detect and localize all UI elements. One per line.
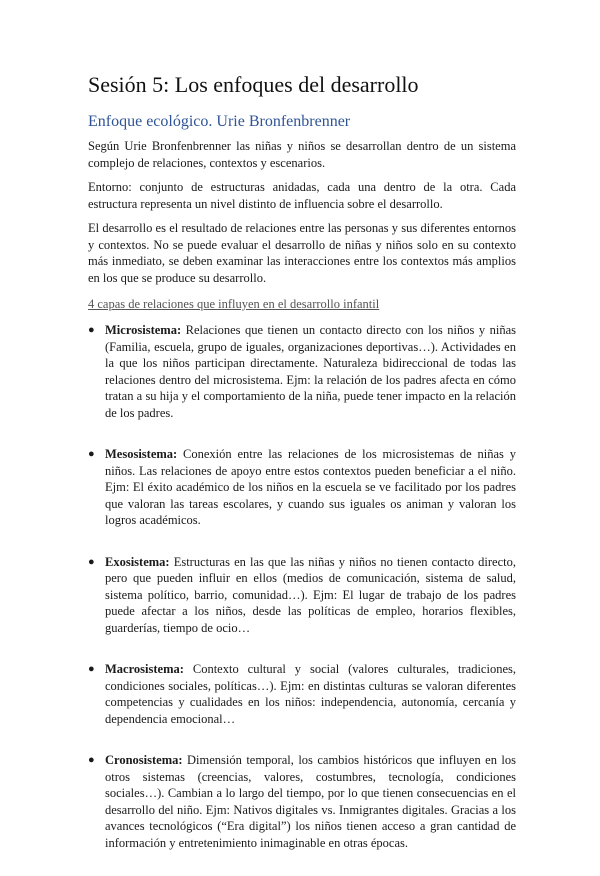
- bullet-icon: ●: [88, 663, 95, 675]
- bullet-icon: ●: [88, 555, 95, 568]
- list-item-microsistema: [88, 322, 516, 421]
- paragraph-desarrollo: El desarrollo es el resultado de relaciones entre las personas y sus diferentes entornos y contextos. No se puede evaluar el desarrollo de niñas y niños solo en su contexto más inmediato, se deben examinar las interacciones entre los contextos más amplios en los que se produce su desarrollo.: [88, 221, 516, 285]
- list-item-macrosistema: [88, 661, 516, 727]
- section-heading: Enfoque ecológico. Urie Bronfenbrenner: [88, 113, 351, 130]
- bullet-icon: ●: [88, 324, 95, 336]
- term-label: Microsistema:: [105, 323, 182, 337]
- list-item-exosistema: [88, 554, 516, 637]
- session-title: Sesión 5: Los enfoques del desarrollo: [88, 72, 419, 97]
- paragraph-entorno: Entorno: conjunto de estructuras anidadas, cada una dentro de la otra. Cada estructura representa un nivel distinto de influencia sobre el desarrollo.: [88, 180, 516, 211]
- term-label: Mesosistema:: [105, 447, 178, 461]
- term-description: Dimensión temporal, los cambios históricos que influyen en los otros sistemas (creencias, valores, costumbres, tecnología, condiciones sociales…). Cambian a lo largo del tiempo, por lo que tienen consecuencias en el desarrollo del niño. Ejm: Nativos digitales vs. Inmigrantes digitales. Gracias a los avances tecnológicos (“Era digital”) los niños tienen acceso a gran cantidad de información y entretenimiento inimaginable en otras épocas.: [105, 753, 516, 850]
- term-description: Contexto cultural y social (valores culturales, tradiciones, condiciones sociales, políticas…). Ejm: en distintas culturas se valoran diferentes competencias y cualidades en los niños: independencia, autonomía, cercanía y dependencia emocional…: [105, 662, 516, 726]
- bullet-icon: ●: [88, 754, 95, 766]
- layers-subheading: 4 capas de relaciones que influyen en el desarrollo infantil: [88, 297, 380, 311]
- term-description: Relaciones que tienen un contacto directo con los niños y niñas (Familia, escuela, grupo de iguales, organizaciones deportivas…). Actividades en la que los niños participan directamente. Naturaleza bidireccional de todas las relaciones dentro del microsistema. Ejm: la relación de los padres afecta en cómo tratan a su hija y el comportamiento de la niña, puede tener impacto en la relación de los padres.: [105, 323, 516, 420]
- list-item-cronosistema: [88, 752, 516, 851]
- document-page: [88, 72, 516, 876]
- paragraph-intro: Según Urie Bronfenbrenner las niñas y niños se desarrollan dentro de un sistema complejo de relaciones, contextos y escenarios.: [88, 139, 516, 170]
- layers-list: [88, 322, 516, 851]
- list-item-mesosistema: [88, 446, 516, 529]
- term-description: Conexión entre las relaciones de los microsistemas de niñas y niños. Las relaciones de apoyo entre estos contextos pueden beneficiar a el niño. Ejm: El éxito académico de los niños en la escuela se ve facilitado por los padres que valoran las tareas escolares, y cuando sus iguales os animan y valoran los logros académicos.: [105, 447, 516, 527]
- term-label: Macrosistema:: [105, 662, 184, 676]
- term-label: Exosistema:: [105, 554, 170, 569]
- bullet-icon: ●: [88, 448, 95, 460]
- term-description: Estructuras en las que las niñas y niños no tienen contacto directo, pero que pueden influir en ellos (medios de comunicación, sistema de salud, sistema político, barrio, comunidad…). Ejm: El lugar de trabajo de los padres puede afectar a los niños, desde las políticas de empleo, horarios flexibles, guarderías, tiempo de ocio…: [105, 554, 516, 635]
- term-label: Cronosistema:: [105, 753, 183, 767]
